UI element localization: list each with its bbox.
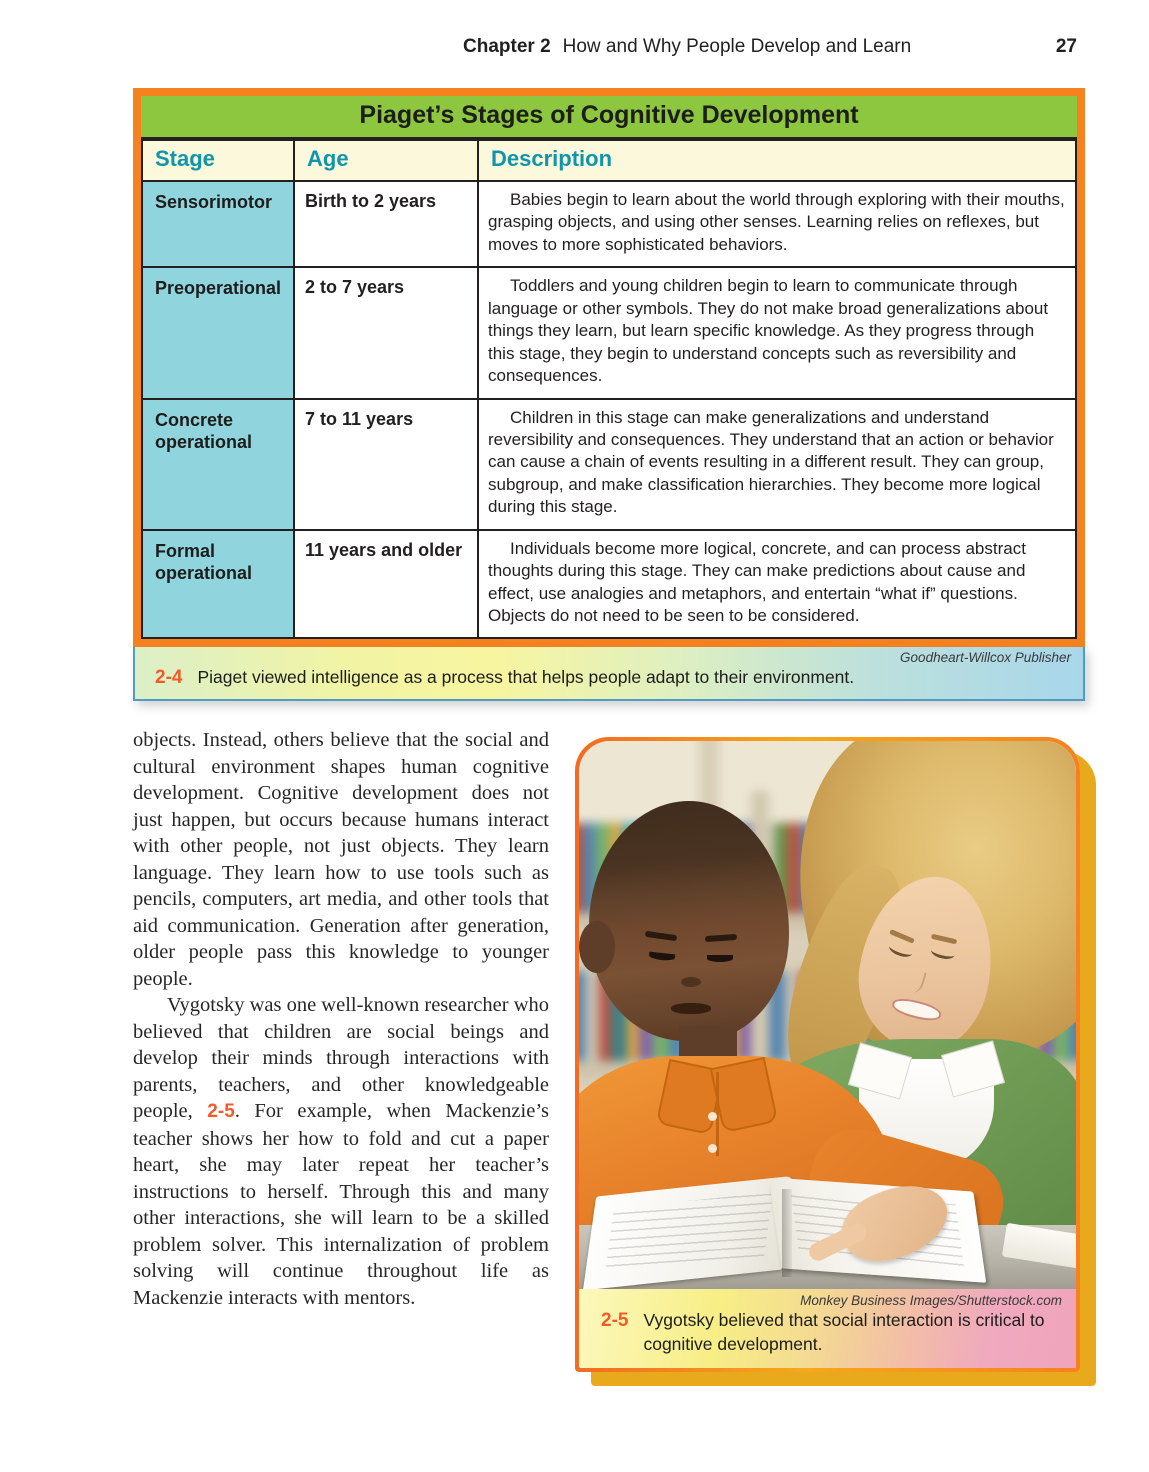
table-title: Piaget’s Stages of Cognitive Development — [141, 96, 1077, 139]
description-cell — [478, 530, 1076, 639]
stage-cell: Concrete operational — [142, 399, 294, 530]
stage-cell: Sensorimotor — [142, 181, 294, 267]
column-header-description: Description — [478, 140, 1076, 181]
page-header — [133, 36, 1085, 62]
polo-button — [708, 1112, 717, 1121]
stage-cell: Preoperational — [142, 267, 294, 398]
table-credit: Goodheart-Willcox Publisher — [900, 650, 1071, 666]
teacher-eye — [888, 940, 915, 959]
table-row — [142, 530, 1076, 639]
boy-eyebrow — [705, 934, 737, 942]
table-row — [142, 399, 1076, 530]
chapter-label: Chapter 2 — [463, 36, 551, 57]
body-text-column — [133, 727, 549, 1311]
column-header-stage: Stage — [142, 140, 294, 181]
teacher-eyebrow — [889, 929, 915, 944]
boy-eyebrow — [645, 931, 678, 941]
table-header-row — [142, 140, 1076, 181]
boy-eye — [707, 955, 733, 962]
paragraph-text: . For example, when Mackenzie’s teacher shows her how to fold and cut a paper heart, she may later repeat her teacher’s instructions to herself. Through this and many other interactions, she will learn to be a skilled problem solver. This internalization of problem solving will continue throughout life as Mackenzie interacts with mentors. — [133, 1100, 549, 1309]
figure-caption-text: Piaget viewed intelligence as a process that helps people adapt to their environment. — [197, 667, 855, 688]
boy-eye — [649, 952, 676, 962]
photo-caption-line — [593, 1309, 1062, 1356]
body-paragraph — [133, 992, 549, 1311]
figure-number: 2-4 — [155, 667, 183, 689]
figure-2-5 — [575, 737, 1080, 1372]
boy-nose — [681, 977, 701, 987]
book-illustration — [605, 1192, 773, 1274]
piaget-table-frame — [133, 88, 1085, 647]
figure-caption-text: Vygotsky believed that social interaction is critical to cognitive development. — [643, 1310, 1045, 1354]
boy-ear — [579, 921, 615, 973]
table-row — [142, 181, 1076, 267]
running-head — [463, 36, 911, 58]
boy-mouth — [671, 1003, 711, 1014]
description-text: Babies begin to learn about the world through exploring with their mouths, grasping objects, and using other senses. Learning relies on reflexes, but moves to more sophisticated behaviors. — [488, 190, 1065, 254]
teacher-smile — [890, 995, 943, 1024]
page-number: 27 — [1055, 36, 1077, 57]
table-caption-line — [147, 666, 1071, 690]
piaget-table — [141, 139, 1077, 639]
table-caption-strip — [133, 647, 1085, 701]
boy-head — [589, 801, 789, 1041]
table-row — [142, 267, 1076, 398]
chapter-title: How and Why People Develop and Learn — [562, 36, 912, 57]
figure-number: 2-5 — [601, 1310, 629, 1331]
stage-cell: Formal operational — [142, 530, 294, 639]
teacher-nose — [907, 969, 926, 994]
polo-collar — [710, 1057, 778, 1133]
description-text: Toddlers and young children begin to learn to communicate through language or other symbols. They do not make broad generalizations about things they learn, but learn specific knowledge. As they progress through this stage, they begin to understand concepts such as reversibility and consequences. — [488, 276, 1049, 386]
photo-caption-strip — [579, 1289, 1076, 1368]
teacher-eyebrow — [931, 934, 957, 945]
photo-illustration — [579, 741, 1076, 1289]
age-cell: Birth to 2 years — [294, 181, 478, 267]
age-cell: 2 to 7 years — [294, 267, 478, 398]
figure-2-4 — [133, 88, 1085, 701]
book-spine — [782, 1189, 792, 1277]
description-cell — [478, 267, 1076, 398]
age-cell: 11 years and older — [294, 530, 478, 639]
polo-button — [708, 1144, 717, 1153]
description-cell — [478, 181, 1076, 267]
age-cell: 7 to 11 years — [294, 399, 478, 530]
teacher-eye — [930, 944, 956, 961]
paragraph-text: Vygotsky was one well-known researcher who believed that children are social beings and develop their minds through interactions with parents, teachers, and other knowledgeable people, — [133, 994, 549, 1122]
description-cell — [478, 399, 1076, 530]
description-text: Individuals become more logical, concrete, and can process abstract thoughts during this stage. They can make predictions about cause and effect, use analogies and metaphors, and entertain “what if” questions. Objects do not need to be seen to be considered. — [488, 538, 1026, 625]
photo-frame — [579, 741, 1076, 1368]
photo-credit: Monkey Business Images/Shutterstock.com — [800, 1293, 1062, 1308]
description-text: Children in this stage can make generalizations and understand reversibility and consequences. They understand that an action or behavior can cause a chain of events resulting in a different result. They can group, subgroup, and make classification hierarchies. They become more logical during this stage. — [488, 407, 1054, 517]
body-paragraph: objects. Instead, others believe that the social and cultural environment shapes human cognitive development. Cognitive development does not just happen, but occurs because humans interact with other people, not just objects. They learn language. They learn how to use tools such as pencils, computers, art media, and other tools that aid communication. Generation after generation, older people pass this knowledge to younger people. — [133, 729, 549, 990]
book-page-left — [583, 1176, 795, 1289]
figure-reference: 2-5 — [207, 1101, 235, 1122]
column-header-age: Age — [294, 140, 478, 181]
